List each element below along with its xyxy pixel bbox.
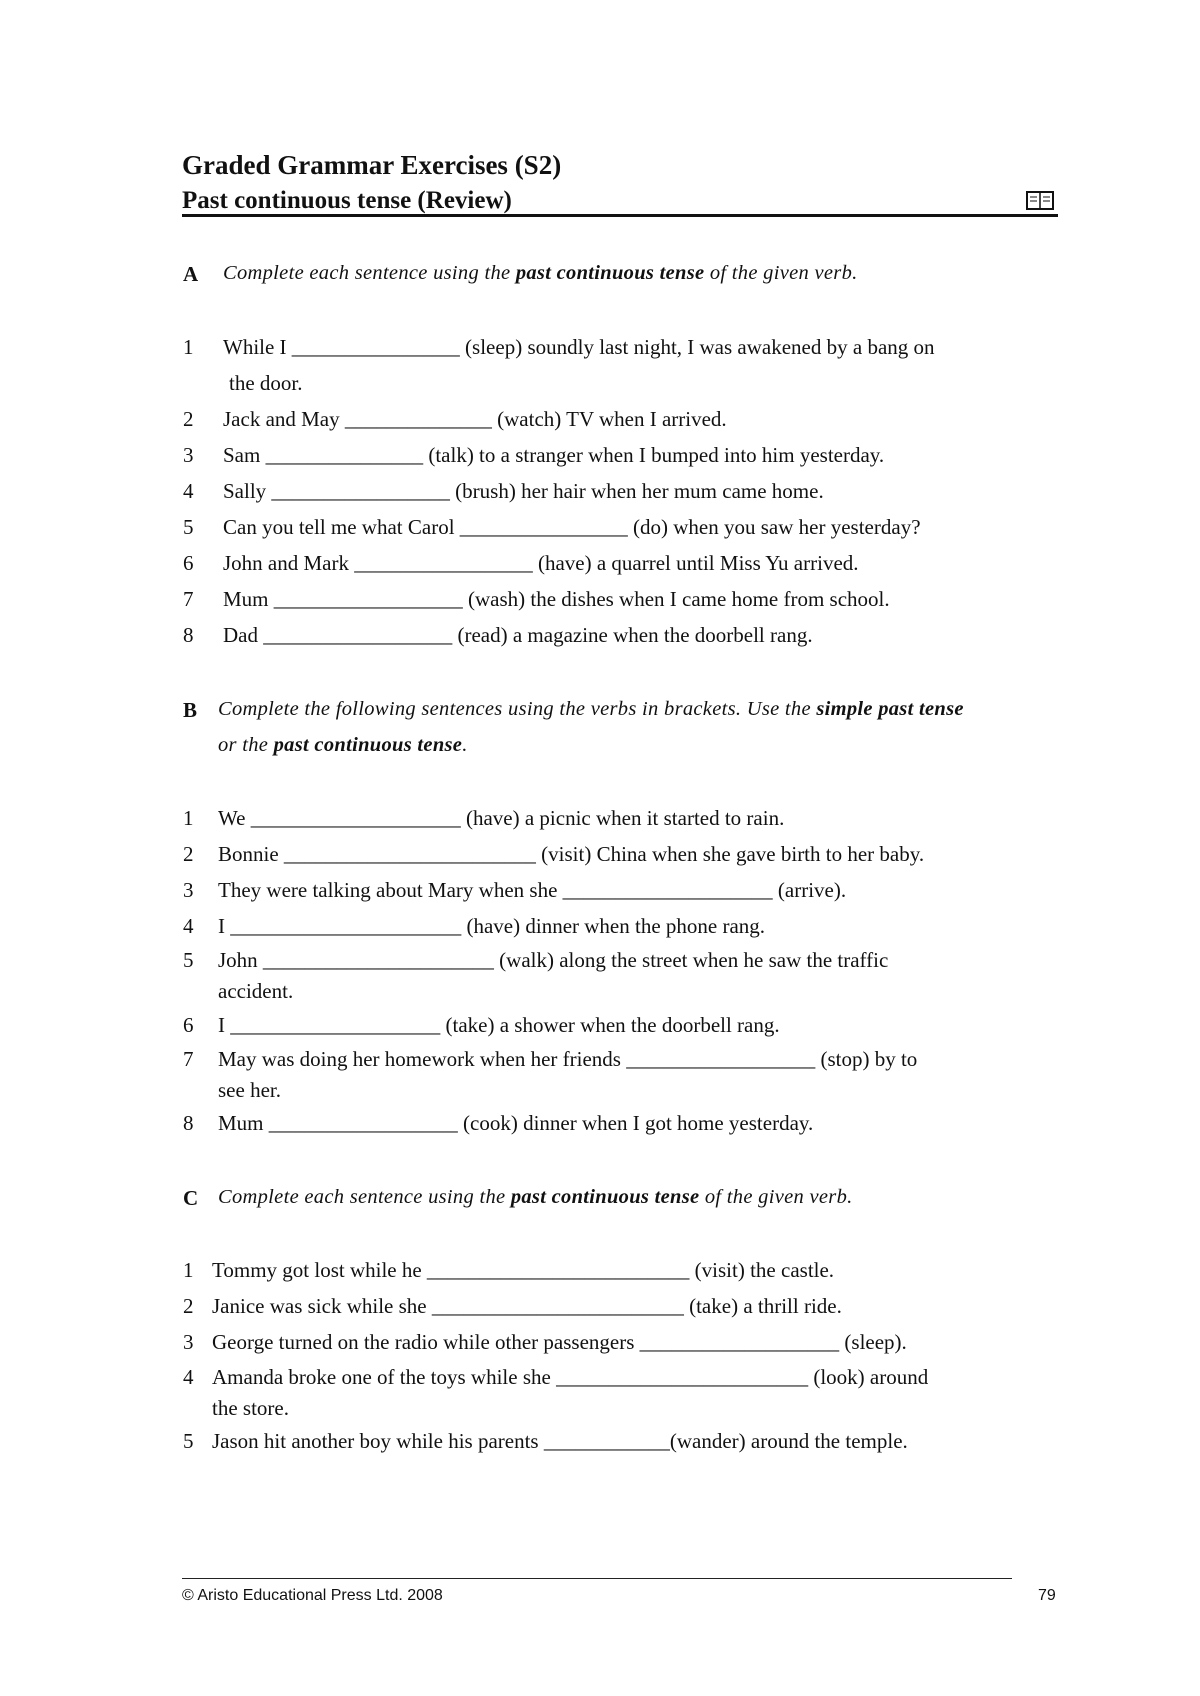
exercise-sentence: Tommy got lost while he _________________________ (visit) the castle. — [212, 1258, 835, 1282]
item-number: 2 — [183, 842, 194, 866]
exercise-sentence: They were talking about Mary when she ____________________ (arrive). — [218, 878, 847, 902]
exercise-sentence-continuation: accident. — [218, 979, 294, 1003]
item-number: 7 — [183, 587, 194, 611]
section-b-letter: B — [183, 698, 198, 722]
exercise-sentence: Sally _________________ (brush) her hair when her mum came home. — [223, 479, 824, 503]
exercise-sentence: While I ________________ (sleep) soundly last night, I was awakened by a bang on — [223, 335, 935, 359]
exercise-sentence: Jason hit another boy while his parents ____________(wander) around the temple. — [212, 1429, 908, 1453]
section-a-letter: A — [183, 262, 199, 286]
exercise-sentence: John ______________________ (walk) along the street when he saw the traffic — [218, 948, 889, 972]
item-number: 8 — [183, 1111, 194, 1135]
section-c-letter: C — [183, 1186, 199, 1210]
item-number: 4 — [183, 479, 194, 503]
item-number: 1 — [183, 335, 194, 359]
item-number: 3 — [183, 878, 194, 902]
item-number: 6 — [183, 1013, 194, 1037]
item-number: 1 — [183, 1258, 194, 1282]
book-icon — [1026, 189, 1054, 211]
item-number: 3 — [183, 443, 194, 467]
item-number: 4 — [183, 1365, 194, 1389]
page-number: 79 — [1038, 1587, 1056, 1604]
exercise-sentence: Mum __________________ (wash) the dishes when I came home from school. — [223, 587, 890, 611]
item-number: 3 — [183, 1330, 194, 1354]
item-number: 5 — [183, 1429, 194, 1453]
footer-rule — [182, 1578, 1012, 1579]
item-number: 5 — [183, 948, 194, 972]
item-number: 2 — [183, 407, 194, 431]
section-b-instruction-line2: or the past continuous tense. — [218, 734, 468, 756]
page-title: Graded Grammar Exercises (S2) — [182, 150, 562, 180]
exercise-sentence-continuation: the door. — [229, 371, 303, 395]
item-number: 8 — [183, 623, 194, 647]
item-number: 6 — [183, 551, 194, 575]
exercise-sentence: I ______________________ (have) dinner when the phone rang. — [218, 914, 766, 938]
exercise-sentence: I ____________________ (take) a shower when the doorbell rang. — [218, 1013, 780, 1037]
section-c-instruction: Complete each sentence using the past continuous tense of the given verb. — [218, 1186, 853, 1208]
page-subtitle: Past continuous tense (Review) — [182, 187, 512, 214]
exercise-sentence: We ____________________ (have) a picnic when it started to rain. — [218, 806, 785, 830]
section-a-instruction: Complete each sentence using the past continuous tense of the given verb. — [223, 262, 858, 284]
item-number: 1 — [183, 806, 194, 830]
header-rule — [182, 214, 1058, 217]
section-b-instruction: Complete the following sentences using the verbs in brackets. Use the simple past tense — [218, 698, 964, 720]
exercise-sentence: Can you tell me what Carol ________________ (do) when you saw her yesterday? — [223, 515, 921, 539]
exercise-sentence: Amanda broke one of the toys while she ________________________ (look) around — [212, 1365, 929, 1389]
exercise-sentence: May was doing her homework when her friends __________________ (stop) by to — [218, 1047, 918, 1071]
copyright-text: © Aristo Educational Press Ltd. 2008 — [182, 1587, 443, 1604]
exercise-sentence: Mum __________________ (cook) dinner when I got home yesterday. — [218, 1111, 814, 1135]
exercise-sentence: Sam _______________ (talk) to a stranger when I bumped into him yesterday. — [223, 443, 885, 467]
exercise-sentence: Dad __________________ (read) a magazine when the doorbell rang. — [223, 623, 813, 647]
exercise-sentence: Janice was sick while she ________________________ (take) a thrill ride. — [212, 1294, 842, 1318]
item-number: 2 — [183, 1294, 194, 1318]
exercise-sentence: Bonnie ________________________ (visit) China when she gave birth to her baby. — [218, 842, 925, 866]
item-number: 5 — [183, 515, 194, 539]
item-number: 7 — [183, 1047, 194, 1071]
exercise-sentence-continuation: see her. — [218, 1078, 281, 1102]
exercise-sentence: John and Mark _________________ (have) a quarrel until Miss Yu arrived. — [223, 551, 859, 575]
exercise-sentence-continuation: the store. — [212, 1396, 289, 1420]
item-number: 4 — [183, 914, 194, 938]
exercise-sentence: George turned on the radio while other passengers ___________________ (sleep). — [212, 1330, 907, 1354]
exercise-sentence: Jack and May ______________ (watch) TV when I arrived. — [223, 407, 727, 431]
